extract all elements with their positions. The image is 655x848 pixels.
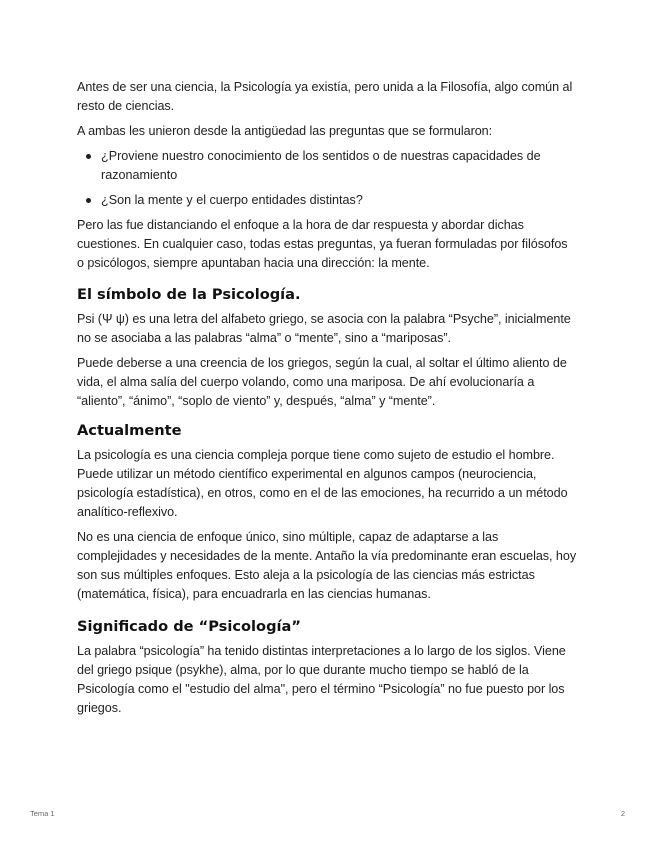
footer-chapter-label: Tema 1 xyxy=(30,809,55,818)
list-item-text: ¿Proviene nuestro conocimiento de los sentidos o de nuestras capacidades de razonamiento xyxy=(101,149,541,182)
symbol-heading: El símbolo de la Psicología. xyxy=(77,286,301,303)
list-item xyxy=(101,191,577,210)
intro-paragraph-1: Antes de ser una ciencia, la Psicología ya existía, pero unida a la Filosofía, algo común al resto de ciencias. xyxy=(77,80,573,113)
intro-paragraph-2: A ambas les unieron desde la antigüedad las preguntas que se formularon: xyxy=(77,124,493,138)
bullet-icon xyxy=(86,198,91,203)
intro-paragraph-3: Pero las fue distanciando el enfoque a la hora de dar respuesta y abordar dichas cuestiones. En cualquier caso, todas estas preguntas, ya fueran formuladas por filósofos o psicólogos, siempre apuntaban hacia una dirección: la mente. xyxy=(77,218,568,270)
symbol-paragraph-1: Psi (Ψ ψ) es una letra del alfabeto griego, se asocia con la palabra “Psyche”, inicialmente no se asociaba a las palabras “alma” o “mente”, sino a “mariposas”. xyxy=(77,312,571,345)
current-paragraph-2: No es una ciencia de enfoque único, sino múltiple, capaz de adaptarse a las complejidades y necesidades de la mente. Antaño la vía predominante eran escuelas, hoy son sus múltiples enfoques. Esto aleja a la psicología de las ciencias más estrictas (matemática, física), para encuadrarla en las ciencias humanas. xyxy=(77,530,577,601)
symbol-paragraph-2: Puede deberse a una creencia de los griegos, según la cual, al soltar el último aliento de vida, el alma salía del cuerpo volando, como una mariposa. De ahí evolucionaría a “aliento”, “ánimo”, “soplo de viento” y, después, “alma” y “mente”. xyxy=(77,356,567,408)
questions-list xyxy=(77,147,577,210)
meaning-heading: Significado de “Psicología” xyxy=(77,618,301,635)
page-content xyxy=(77,78,577,718)
meaning-paragraph-1: La palabra “psicología” ha tenido distintas interpretaciones a lo largo de los siglos. Viene del griego psique (psykhe), alma, por lo que durante mucho tiempo se habló de la Psicología como el "estudio del alma", pero el término “Psicología” no fue puesto por los griegos. xyxy=(77,644,566,715)
footer-page-number: 2 xyxy=(620,809,625,818)
current-heading: Actualmente xyxy=(77,422,182,439)
list-item xyxy=(101,147,577,185)
current-paragraph-1: La psicología es una ciencia compleja porque tiene como sujeto de estudio el hombre. Puede utilizar un método científico experimental en algunos campos (neurociencia, psicología estadística), en otros, como en el de las emociones, ha recurrido a un método analítico-reflexivo. xyxy=(77,448,568,519)
list-item-text: ¿Son la mente y el cuerpo entidades distintas? xyxy=(101,193,363,207)
bullet-icon xyxy=(86,154,91,159)
